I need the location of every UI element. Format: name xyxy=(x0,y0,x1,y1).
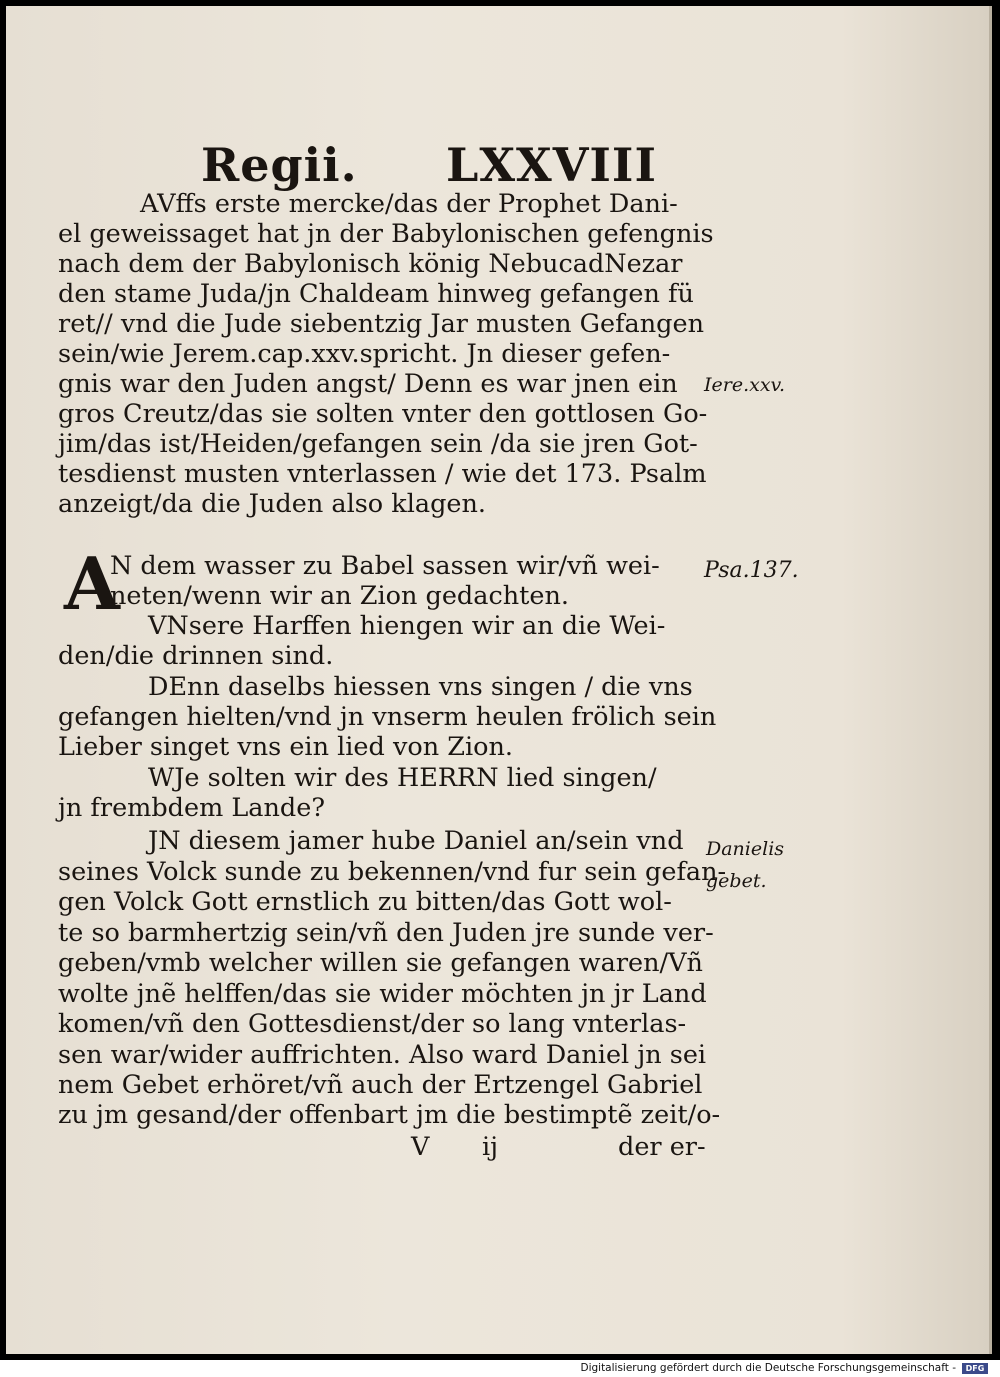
text-line: Lieber singet vns ein lied von Zion. xyxy=(58,732,513,762)
catchword: der er- xyxy=(618,1132,706,1162)
text-line: sen war/wider auffrichten. Also ward Daniel jn sei xyxy=(58,1040,707,1070)
text-line: gen Volck Gott ernstlich zu bitten/das Gott wol- xyxy=(58,887,672,917)
text-line: nem Gebet erhöret/vñ auch der Ertzengel Gabriel xyxy=(58,1070,703,1100)
running-title: Regii. xyxy=(201,138,358,192)
text-line: den stame Juda/jn Chaldeam hinweg gefangen fü xyxy=(58,279,694,309)
text-line: wolte jnẽ helffen/das sie wider möchten jn jr Land xyxy=(58,979,707,1009)
text-line: nach dem der Babylonisch könig NebucadNezar xyxy=(58,249,683,279)
text-line: N dem wasser zu Babel sassen wir/vñ wei- xyxy=(110,551,660,581)
text-line: zu jm gesand/der offenbart jm die bestimptẽ zeit/o- xyxy=(58,1100,721,1130)
initial-letter: A xyxy=(64,541,120,626)
book-page xyxy=(6,6,992,1354)
text-line: VNsere Harffen hiengen wir an die Wei- xyxy=(148,611,666,641)
signature-mark: V xyxy=(411,1132,430,1162)
text-line: DEnn daselbs hiessen vns singen / die vns xyxy=(148,672,693,702)
dfg-logo: DFG xyxy=(962,1363,988,1374)
text-line: gnis war den Juden angst/ Denn es war jnen ein xyxy=(58,369,678,399)
text-line: seines Volck sunde zu bekennen/vnd fur sein gefan- xyxy=(58,857,727,887)
folio-number: LXXVIII xyxy=(446,138,657,192)
text-line: den/die drinnen sind. xyxy=(58,641,334,671)
text-line: jn frembdem Lande? xyxy=(58,793,326,823)
text-line: jim/das ist/Heiden/gefangen sein /da sie jren Got- xyxy=(58,429,698,459)
text-line: sein/wie Jerem.cap.xxv.spricht. Jn dieser gefen- xyxy=(58,339,671,369)
margin-note-daniel: Danielis xyxy=(706,838,785,860)
margin-note-psalm: Psa.137. xyxy=(704,558,799,583)
text-line: te so barmhertzig sein/vñ den Juden jre sunde ver- xyxy=(58,918,714,948)
leaf-number: ij xyxy=(482,1132,499,1162)
text-line: komen/vñ den Gottesdienst/der so lang vnterlas- xyxy=(58,1009,687,1039)
text-line: AVffs erste mercke/das der Prophet Dani- xyxy=(140,189,678,219)
text-line: el geweissaget hat jn der Babylonischen gefengnis xyxy=(58,219,714,249)
margin-note-prayer: gebet. xyxy=(706,870,767,892)
funding-credit: Digitalisierung gefördert durch die Deutsche Forschungsgemeinschaft - xyxy=(580,1362,956,1374)
text-line: gros Creutz/das sie solten vnter den gottlosen Go- xyxy=(58,399,708,429)
text-line: WJe solten wir des HERRN lied singen/ xyxy=(148,763,657,793)
text-line: neten/wenn wir an Zion gedachten. xyxy=(110,581,570,611)
text-line: geben/vmb welcher willen sie gefangen waren/Vñ xyxy=(58,948,703,978)
text-line: anzeigt/da die Juden also klagen. xyxy=(58,489,487,519)
text-line: ret// vnd die Jude siebentzig Jar musten Gefangen xyxy=(58,309,704,339)
text-line: gefangen hielten/vnd jn vnserm heulen frölich sein xyxy=(58,702,717,732)
text-line: JN diesem jamer hube Daniel an/sein vnd xyxy=(148,826,684,856)
margin-note-jeremiah: Iere.xxv. xyxy=(704,374,786,396)
text-line: tesdienst musten vnterlassen / wie det 173. Psalm xyxy=(58,459,707,489)
digitization-footer xyxy=(0,1360,1000,1377)
